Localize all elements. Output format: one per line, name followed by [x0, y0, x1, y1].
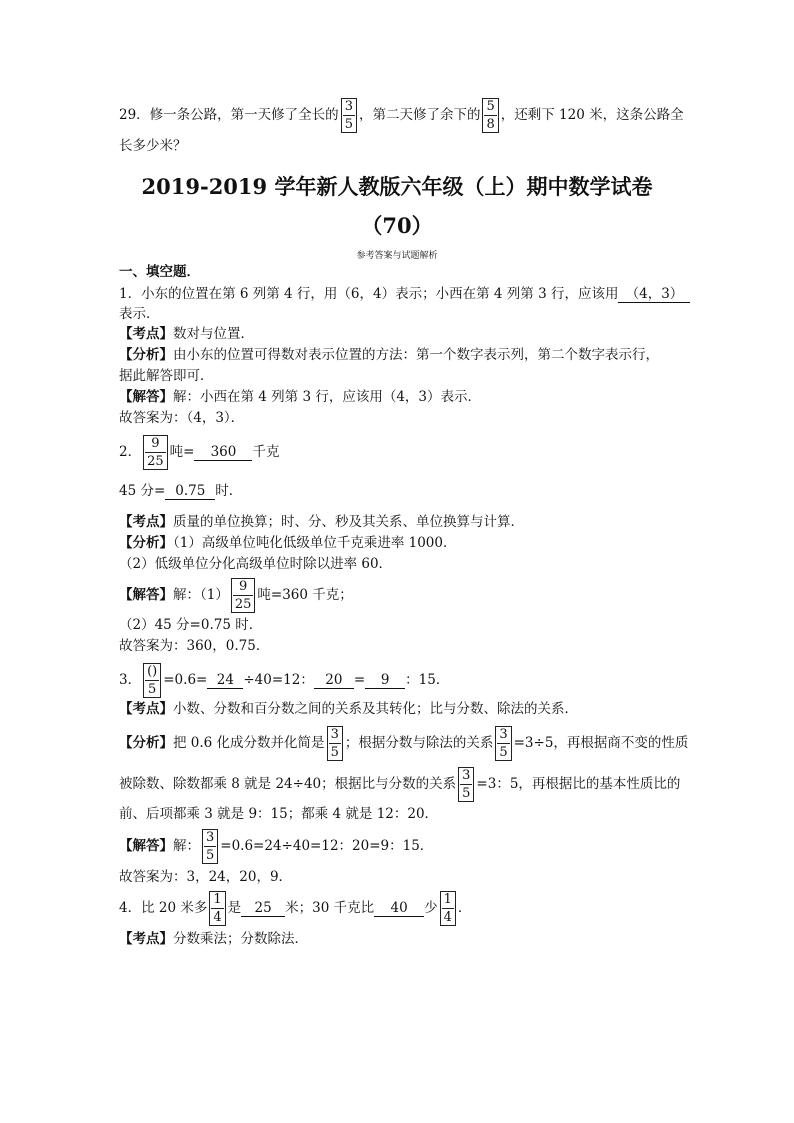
answer-blank: 24 [207, 674, 243, 689]
q2-jieda-2: （2）45 分=0.75 时． [119, 617, 263, 633]
q2-fenxi: 【分析】（1）高级单位吨化低级单位千克乘进率 1000． [119, 535, 457, 551]
q2-fenxi-cont: （2）低级单位分化高级单位时除以进率 60． [119, 556, 393, 572]
fraction: $\frac{3}{5}$ [202, 829, 218, 864]
q4-question: 4．比 20 米多 $\frac{1}{4}$ 是 25 米；30 千克比 40 少 $\frac{1}{4}$ ． [119, 892, 472, 925]
q2-kaodian: 【考点】质量的单位换算；时、分、秒及其关系、单位换算与计算． [119, 514, 524, 530]
answer-blank: （4，3） [618, 288, 690, 303]
q29-text: ，第二天修了余下的 [358, 107, 481, 123]
q3-fenxi: 【分析】把 0.6 化成分数并化简是 $\frac{3}{5}$ ；根据分数与除法的关系 $\frac{3}{5}$ =3÷5，再根据商不变的性质 [119, 727, 689, 760]
q1-kaodian: 【考点】数对与位置． [119, 326, 254, 342]
section-heading: 一、填空题． [119, 264, 200, 280]
fraction: $\frac{9}{25}$ [143, 435, 168, 470]
answer-blank: 20 [314, 674, 354, 689]
q2-question: 2． $\frac{9}{25}$ 吨= 360 千克 [119, 436, 280, 469]
q29-text: ，还剩下 120 米，这条公路全 [500, 107, 684, 123]
fraction: $\frac{5}{8}$ [482, 98, 498, 133]
q1-question: 1．小东的位置在第 6 列第 4 行，用（6，4）表示；小西在第 4 列第 3 行，应该用 （4，3） [119, 288, 690, 303]
q1-jieda: 【解答】解：小西在第 4 列第 3 行，应该用（4，3）表示． [119, 389, 482, 405]
fraction: $\frac{9}{25}$ [231, 578, 256, 613]
q3-kaodian: 【考点】小数、分数和百分数之间的关系及其转化；比与分数、除法的关系． [119, 701, 578, 717]
q2-answer: 故答案为：360，0.75． [119, 638, 270, 654]
fraction: $\frac{()}{5}$ [143, 663, 161, 698]
fraction: $\frac{3}{5}$ [341, 98, 357, 133]
q1-fenxi-cont: 据此解答即可． [119, 368, 214, 384]
document-title: 2019-2019 学年新人教版六年级（上）期中数学试卷 [141, 174, 653, 199]
answer-blank: 9 [365, 674, 405, 689]
q2-jieda: 【解答】解：（1） $\frac{9}{25}$ 吨=360 千克； [119, 579, 353, 612]
q1-answer: 故答案为：（4，3）． [119, 410, 245, 426]
fraction: $\frac{3}{5}$ [327, 726, 343, 761]
q3-fenxi-cont-2: 前、后项都乘 3 就是 9：15；都乘 4 就是 12：20． [119, 806, 439, 822]
fraction: $\frac{3}{5}$ [495, 726, 511, 761]
answer-blank: 40 [374, 902, 424, 917]
fraction: $\frac{3}{5}$ [458, 767, 474, 802]
q1-fenxi: 【分析】由小东的位置可得数对表示位置的方法：第一个数字表示列，第二个数字表示行， [119, 347, 659, 363]
q29-line2: 长多少米？ [119, 138, 187, 154]
q3-fenxi-cont: 被除数、除数都乘 8 就是 24÷40；根据比与分数的关系 $\frac{3}{5}$ =3：5，再根据比的基本性质比的 [119, 768, 681, 801]
q2-question-2: 45 分= 0.75 时． [119, 483, 243, 499]
answer-blank: 0.75 [165, 485, 215, 500]
q3-question: 3． $\frac{()}{5}$ =0.6= 24 ÷40=12： 20 = 9 ：15． [119, 664, 450, 697]
document-title-number: （70） [361, 213, 433, 238]
fraction: $\frac{1}{4}$ [440, 891, 456, 926]
fraction: $\frac{1}{4}$ [209, 891, 225, 926]
q3-answer: 故答案为：3，24，20，9． [119, 869, 293, 885]
q29-text: 29．修一条公路，第一天修了全长的 [119, 107, 339, 123]
q1-question-end: 表示． [119, 306, 160, 322]
answer-blank: 360 [194, 446, 252, 461]
q29-line1 [119, 98, 684, 133]
answer-blank: 25 [241, 902, 285, 917]
subtitle: 参考答案与试题解析 [356, 251, 438, 261]
q4-kaodian: 【考点】分数乘法；分数除法． [119, 931, 308, 947]
q3-jieda: 【解答】解： $\frac{3}{5}$ =0.6=24÷40=12：20=9：15． [119, 830, 434, 863]
